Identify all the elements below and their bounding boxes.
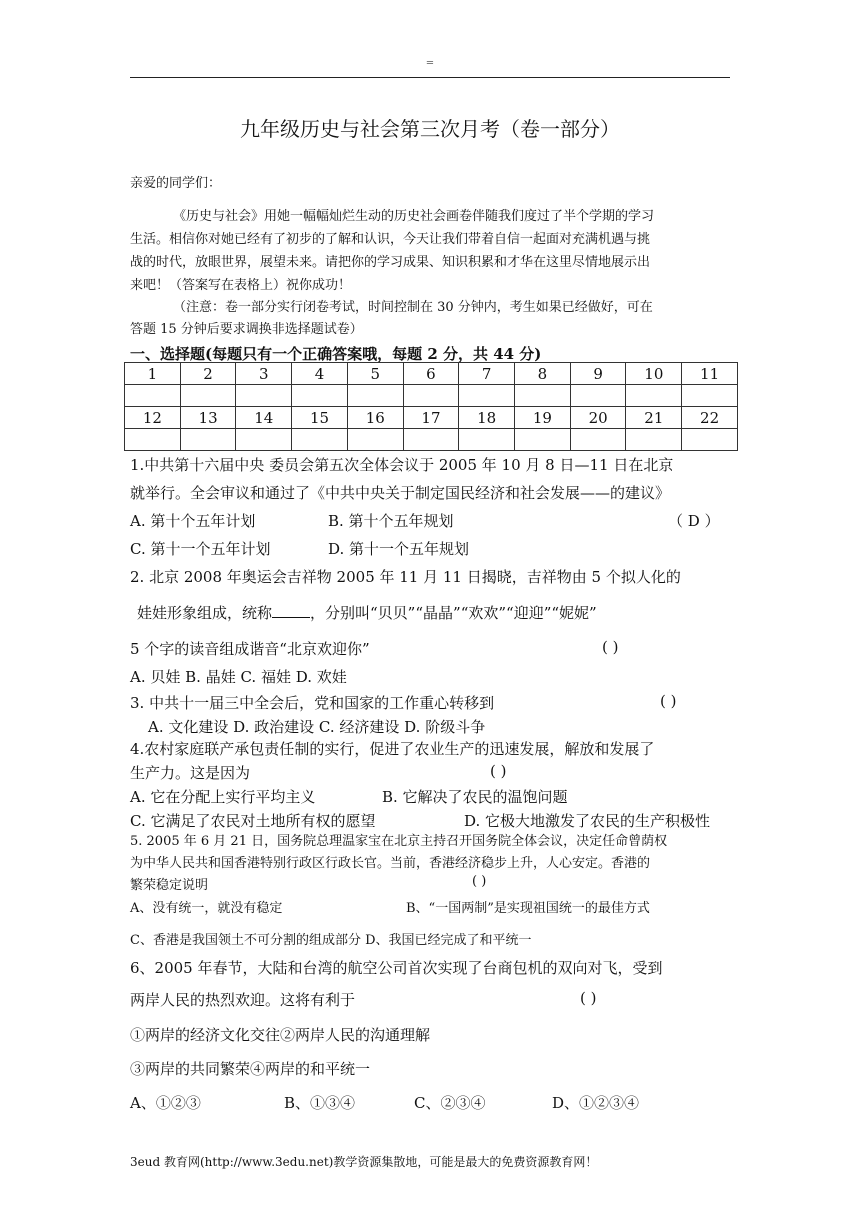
answer-cell[interactable] bbox=[682, 429, 738, 451]
option-b: B、①③④ bbox=[284, 1094, 356, 1112]
question-text: 为中华人民共和国香港特别行政区行政长官。当前，香港经济稳步上升，人心安定。香港的 bbox=[130, 856, 651, 871]
question-number-cell: 4 bbox=[292, 363, 348, 385]
answer-cell[interactable] bbox=[403, 429, 459, 451]
header-mark: = bbox=[425, 58, 435, 69]
question-text: 5 个字的读音组成谐音“北京欢迎你” bbox=[130, 640, 370, 658]
option-d: D. 第十一个五年规划 bbox=[328, 540, 470, 558]
question-number-cell: 14 bbox=[236, 407, 292, 429]
section-title: 一、选择题(每题只有一个正确答案哦，每题 2 分，共 44 分) bbox=[130, 345, 542, 363]
table-row bbox=[125, 385, 738, 407]
answer-cell[interactable] bbox=[347, 385, 403, 407]
question-text: 4.农村家庭联产承包责任制的实行，促进了农业生产的迅速发展，解放和发展了 bbox=[130, 740, 655, 758]
question-number-cell: 15 bbox=[292, 407, 348, 429]
answer-paren[interactable]: ( ) bbox=[602, 638, 619, 656]
answer-cell[interactable] bbox=[125, 385, 181, 407]
question-number-cell: 18 bbox=[459, 407, 515, 429]
question-text: 5. 2005 年 6 月 21 日，国务院总理温家宝在北京主持召开国务院全体会议，决定任命曾荫权 bbox=[130, 834, 668, 849]
question-number-cell: 3 bbox=[236, 363, 292, 385]
question-text: 1.中共第十六届中央 委员会第五次全体会议于 2005 年 10 月 8 日—11 日在北京 bbox=[130, 456, 674, 474]
answer-cell[interactable] bbox=[236, 385, 292, 407]
question-number-cell: 8 bbox=[515, 363, 571, 385]
option-a: A、没有统一，就没有稳定 bbox=[130, 901, 283, 916]
option-b: B. 它解决了农民的温饱问题 bbox=[382, 788, 568, 806]
option-a: A、①②③ bbox=[130, 1094, 201, 1112]
question-text: 繁荣稳定说明 bbox=[130, 878, 209, 893]
header-rule bbox=[130, 77, 730, 78]
option-b: B. 第十个五年规划 bbox=[328, 512, 454, 530]
question-number-cell: 5 bbox=[347, 363, 403, 385]
answer-cell[interactable] bbox=[180, 385, 236, 407]
table-row bbox=[125, 429, 738, 451]
question-number-cell: 22 bbox=[682, 407, 738, 429]
fill-blank[interactable] bbox=[272, 603, 310, 618]
answer-cell[interactable] bbox=[347, 429, 403, 451]
answer-cell[interactable] bbox=[682, 385, 738, 407]
table-row bbox=[125, 363, 738, 385]
question-number-cell: 21 bbox=[626, 407, 682, 429]
notice-line: 答题 15 分钟后要求调换非选择题试卷） bbox=[130, 322, 363, 337]
question-text: 就举行。全会审议和通过了《中共中央关于制定国民经济和社会发展——的建议》 bbox=[130, 484, 671, 502]
intro-line: 《历史与社会》用她一幅幅灿烂生动的历史社会画卷伴随我们度过了半个学期的学习 bbox=[173, 209, 655, 224]
option-c: C、②③④ bbox=[414, 1094, 486, 1112]
question-text: 娃娃形象组成，统称 bbox=[137, 604, 273, 622]
options: A. 贝娃 B. 晶娃 C. 福娃 D. 欢娃 bbox=[130, 668, 347, 686]
question-text: ，分别叫“贝贝”“晶晶”“欢欢”“迎迎”“妮妮” bbox=[310, 604, 597, 622]
option-d: D、①②③④ bbox=[552, 1094, 640, 1112]
question-text: 2. 北京 2008 年奥运会吉祥物 2005 年 11 月 11 日揭晓，吉祥物由 5 个拟人化的 bbox=[130, 568, 681, 586]
option-c-d: C、香港是我国领土不可分割的组成部分 D、我国已经完成了和平统一 bbox=[130, 933, 532, 948]
question-text: 生产力。这是因为 bbox=[130, 764, 251, 782]
option-c: C. 第十一个五年计划 bbox=[130, 540, 271, 558]
answer-cell[interactable] bbox=[236, 429, 292, 451]
intro-line: 战的时代，放眼世界，展望未来。请把你的学习成果、知识积累和才华在这里尽情地展示出 bbox=[130, 255, 651, 270]
answer-paren[interactable]: ( ) bbox=[660, 692, 677, 710]
question-number-cell: 19 bbox=[515, 407, 571, 429]
question-number-cell: 16 bbox=[347, 407, 403, 429]
question-number-cell: 9 bbox=[570, 363, 626, 385]
question-number-cell: 20 bbox=[570, 407, 626, 429]
question-number-cell: 11 bbox=[682, 363, 738, 385]
answer-cell[interactable] bbox=[292, 385, 348, 407]
answer-cell[interactable] bbox=[125, 429, 181, 451]
option-a: A. 第十个五年计划 bbox=[130, 512, 256, 530]
question-number-cell: 13 bbox=[180, 407, 236, 429]
answer-cell[interactable] bbox=[570, 429, 626, 451]
question-number-cell: 6 bbox=[403, 363, 459, 385]
footer-text: 3eud 教育网(http://www.3edu.net)教学资源集散地，可能是最大的免费资源教育网！ bbox=[130, 1155, 598, 1169]
answer-cell[interactable] bbox=[626, 385, 682, 407]
answer-cell[interactable] bbox=[459, 385, 515, 407]
statement: ③两岸的共同繁荣④两岸的和平统一 bbox=[130, 1060, 371, 1078]
option-a: A. 它在分配上实行平均主义 bbox=[130, 788, 316, 806]
question-number-cell: 1 bbox=[125, 363, 181, 385]
document-title: 九年级历史与社会第三次月考（卷一部分） bbox=[240, 117, 620, 141]
options: A. 文化建设 D. 政治建设 C. 经济建设 D. 阶级斗争 bbox=[148, 718, 486, 736]
notice-line: （注意：卷一部分实行闭卷考试，时间控制在 30 分钟内，考生如果已经做好，可在 bbox=[173, 300, 653, 315]
question-text: 两岸人民的热烈欢迎。这将有利于 bbox=[130, 991, 356, 1009]
option-b: B、“一国两制”是实现祖国统一的最佳方式 bbox=[406, 901, 650, 916]
answer-paren[interactable]: ( ) bbox=[490, 762, 507, 780]
table-row bbox=[125, 407, 738, 429]
question-text-line bbox=[137, 602, 597, 623]
option-c: C. 它满足了农民对土地所有权的愿望 bbox=[130, 812, 376, 830]
question-number-cell: 17 bbox=[403, 407, 459, 429]
question-number-cell: 10 bbox=[626, 363, 682, 385]
answer-cell[interactable] bbox=[626, 429, 682, 451]
answer-cell[interactable] bbox=[459, 429, 515, 451]
answer-paren[interactable]: ( ) bbox=[580, 989, 597, 1007]
question-number-cell: 2 bbox=[180, 363, 236, 385]
answer-cell[interactable] bbox=[515, 385, 571, 407]
answer-cell[interactable] bbox=[292, 429, 348, 451]
answer-paren[interactable]: ( ) bbox=[472, 874, 487, 889]
question-number-cell: 12 bbox=[125, 407, 181, 429]
intro-line: 生活。相信你对她已经有了初步的了解和认识，今天让我们带着自信一起面对充满机遇与挑 bbox=[130, 232, 651, 247]
answer-marker: （ D ） bbox=[668, 512, 720, 530]
question-text: 3. 中共十一届三中全会后，党和国家的工作重心转移到 bbox=[130, 694, 495, 712]
question-text: 6、2005 年春节，大陆和台湾的航空公司首次实现了台商包机的双向对飞，受到 bbox=[130, 959, 663, 977]
intro-line: 来吧！（答案写在表格上）祝你成功！ bbox=[130, 278, 352, 293]
question-number-cell: 7 bbox=[459, 363, 515, 385]
statement: ①两岸的经济文化交往②两岸人民的沟通理解 bbox=[130, 1026, 431, 1044]
option-d: D. 它极大地激发了农民的生产积极性 bbox=[464, 812, 711, 830]
answer-table bbox=[124, 362, 738, 451]
answer-cell[interactable] bbox=[570, 385, 626, 407]
greeting: 亲爱的同学们： bbox=[130, 176, 222, 191]
answer-cell[interactable] bbox=[403, 385, 459, 407]
answer-cell[interactable] bbox=[180, 429, 236, 451]
answer-cell[interactable] bbox=[515, 429, 571, 451]
